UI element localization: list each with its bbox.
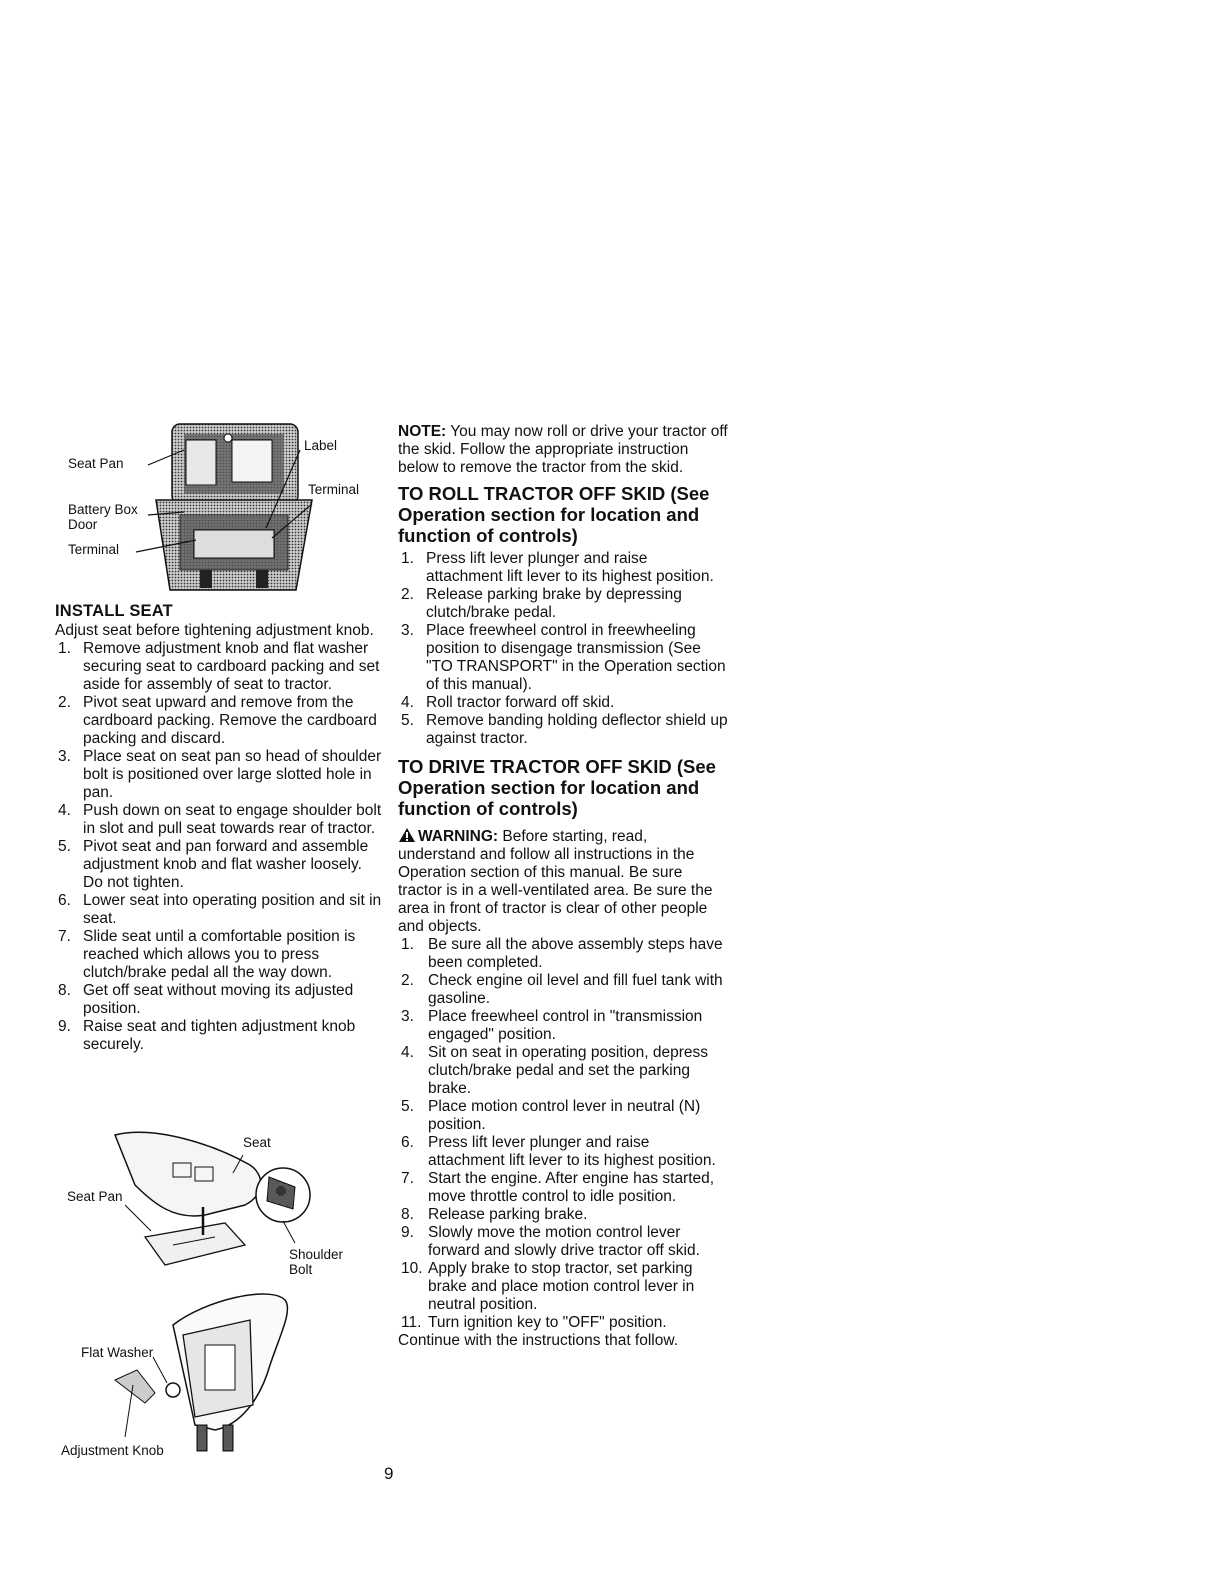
step-item [55, 928, 385, 982]
step-number: 8. [58, 982, 71, 999]
label-battery-box-door: Battery Box Door [68, 502, 138, 532]
label-terminal-left: Terminal [68, 542, 120, 557]
step-item [398, 936, 728, 972]
step-item [55, 838, 385, 892]
note-label: NOTE: [398, 423, 447, 440]
step-item [398, 586, 728, 622]
step-text: Place motion control lever in neutral (N) position. [428, 1098, 701, 1133]
step-item [398, 1008, 728, 1044]
closing-text: Continue with the instructions that follow. [398, 1332, 679, 1349]
step-number: 4. [401, 694, 414, 711]
note-text: You may now roll or drive your tractor off the skid. Follow the appropriate instruction below to remove the tractor from the skid. [398, 423, 728, 476]
step-item [398, 1224, 728, 1260]
step-item [55, 1018, 385, 1054]
step-number: 4. [401, 1044, 414, 1061]
step-text: Remove banding holding deflector shield up against tractor. [426, 712, 728, 747]
step-text: Apply brake to stop tractor, set parking brake and place motion control lever in neutral position. [428, 1260, 695, 1313]
label-label: Label [304, 438, 338, 453]
step-number: 3. [401, 622, 414, 639]
step-item [398, 712, 728, 748]
install-seat-section [55, 602, 385, 1054]
step-text: Get off seat without moving its adjusted position. [83, 982, 354, 1017]
step-number: 6. [401, 1134, 414, 1151]
step-item [398, 1260, 728, 1314]
step-number: 9. [58, 1018, 71, 1035]
step-text: Lower seat into operating position and sit in seat. [83, 892, 382, 927]
step-number: 2. [401, 972, 414, 989]
label-seat-pan-bottom: Seat Pan [67, 1189, 123, 1204]
step-number: 1. [401, 936, 414, 953]
step-number: 2. [58, 694, 71, 711]
step-item [398, 694, 728, 712]
label-adjustment-knob: Adjustment Knob [61, 1443, 164, 1458]
step-text: Check engine oil level and fill fuel tank with gasoline. [428, 972, 723, 1007]
step-text: Pivot seat upward and remove from the cardboard packing. Remove the cardboard packing and discard. [83, 694, 377, 747]
step-text: Slide seat until a comfortable position is reached which allows you to press clutch/brake pedal all the way down. [83, 928, 356, 981]
step-item [55, 982, 385, 1018]
step-item [55, 892, 385, 928]
warning-label: WARNING: [418, 828, 499, 845]
step-number: 10. [401, 1260, 423, 1277]
step-text: Push down on seat to engage shoulder bolt in slot and pull seat towards rear of tractor. [83, 802, 382, 837]
label-seat-pan: Seat Pan [68, 456, 124, 471]
install-seat-heading: INSTALL SEAT [55, 602, 173, 620]
step-text: Start the engine. After engine has started, move throttle control to idle position. [428, 1170, 715, 1205]
warning-icon [398, 827, 416, 843]
label-seat: Seat [243, 1135, 271, 1150]
label-terminal-right: Terminal [308, 482, 360, 497]
tractor-off-skid-section [398, 423, 728, 1350]
step-number: 2. [401, 586, 414, 603]
step-text: Sit on seat in operating position, depress clutch/brake pedal and set the parking brake. [428, 1044, 709, 1097]
step-number: 5. [401, 712, 414, 729]
step-text: Turn ignition key to "OFF" position. [428, 1314, 667, 1331]
step-text: Place freewheel control in "transmission engaged" position. [428, 1008, 703, 1043]
step-item [398, 972, 728, 1008]
page-number: 9 [384, 1464, 394, 1483]
step-text: Remove adjustment knob and flat washer securing seat to cardboard packing and set aside for assembly of seat to tractor. [83, 640, 380, 693]
step-text: Raise seat and tighten adjustment knob securely. [83, 1018, 356, 1053]
step-item [398, 550, 728, 586]
step-text: Place seat on seat pan so head of shoulder bolt is positioned over large slotted hole in pan. [83, 748, 382, 801]
step-item [398, 622, 728, 694]
step-number: 11. [401, 1314, 422, 1331]
step-text: Slowly move the motion control lever forward and slowly drive tractor off skid. [428, 1224, 700, 1259]
step-item [398, 1314, 728, 1332]
step-number: 1. [401, 550, 414, 567]
step-text: Pivot seat and pan forward and assemble adjustment knob and flat washer loosely. Do not tighten. [83, 838, 369, 891]
step-number: 3. [58, 748, 71, 765]
drive-off-steps [398, 936, 728, 1332]
install-seat-intro: Adjust seat before tightening adjustment knob. [55, 622, 374, 639]
step-number: 7. [58, 928, 71, 945]
step-item [55, 748, 385, 802]
warning-text: Before starting, read, understand and follow all instructions in the Operation section of this manual. Be sure tractor is in a well-ventilated area. Be sure the area in front of tractor is clear of other people and objects. [398, 828, 713, 935]
step-text: Release parking brake by depressing clutch/brake pedal. [426, 586, 682, 621]
roll-off-steps [398, 550, 728, 748]
step-number: 5. [58, 838, 71, 855]
roll-off-heading: TO ROLL TRACTOR OFF SKID (See Operation section for location and function of controls) [398, 483, 710, 546]
step-item [398, 1098, 728, 1134]
label-shoulder-bolt: Shoulder Bolt [289, 1247, 344, 1277]
step-text: Press lift lever plunger and raise attachment lift lever to its highest position. [428, 1134, 716, 1169]
step-text: Roll tractor forward off skid. [426, 694, 615, 711]
step-number: 3. [401, 1008, 414, 1025]
seat-assembly-figure [55, 1125, 385, 1465]
step-text: Press lift lever plunger and raise attachment lift lever to its highest position. [426, 550, 714, 585]
step-number: 7. [401, 1170, 414, 1187]
step-number: 9. [401, 1224, 414, 1241]
note-paragraph [398, 423, 728, 477]
drive-off-heading: TO DRIVE TRACTOR OFF SKID (See Operation section for location and function of controls) [398, 756, 716, 819]
step-item [398, 1170, 728, 1206]
step-number: 1. [58, 640, 71, 657]
warning-paragraph [398, 827, 728, 936]
step-item [55, 694, 385, 748]
seat-assembly-illustration [55, 1125, 385, 1465]
step-number: 5. [401, 1098, 414, 1115]
install-seat-steps [55, 640, 385, 1054]
step-text: Be sure all the above assembly steps have been completed. [428, 936, 723, 971]
step-number: 4. [58, 802, 71, 819]
step-number: 6. [58, 892, 71, 909]
step-text: Place freewheel control in freewheeling position to disengage transmission (See "TO TRANSPORT" in the Operation section of this manual). [426, 622, 726, 693]
step-item [398, 1044, 728, 1098]
label-flat-washer: Flat Washer [81, 1345, 154, 1360]
step-item [398, 1206, 728, 1224]
step-item [55, 802, 385, 838]
step-text: Release parking brake. [428, 1206, 588, 1223]
step-item [398, 1134, 728, 1170]
battery-box-figure [60, 420, 380, 600]
step-number: 8. [401, 1206, 414, 1223]
step-item [55, 640, 385, 694]
